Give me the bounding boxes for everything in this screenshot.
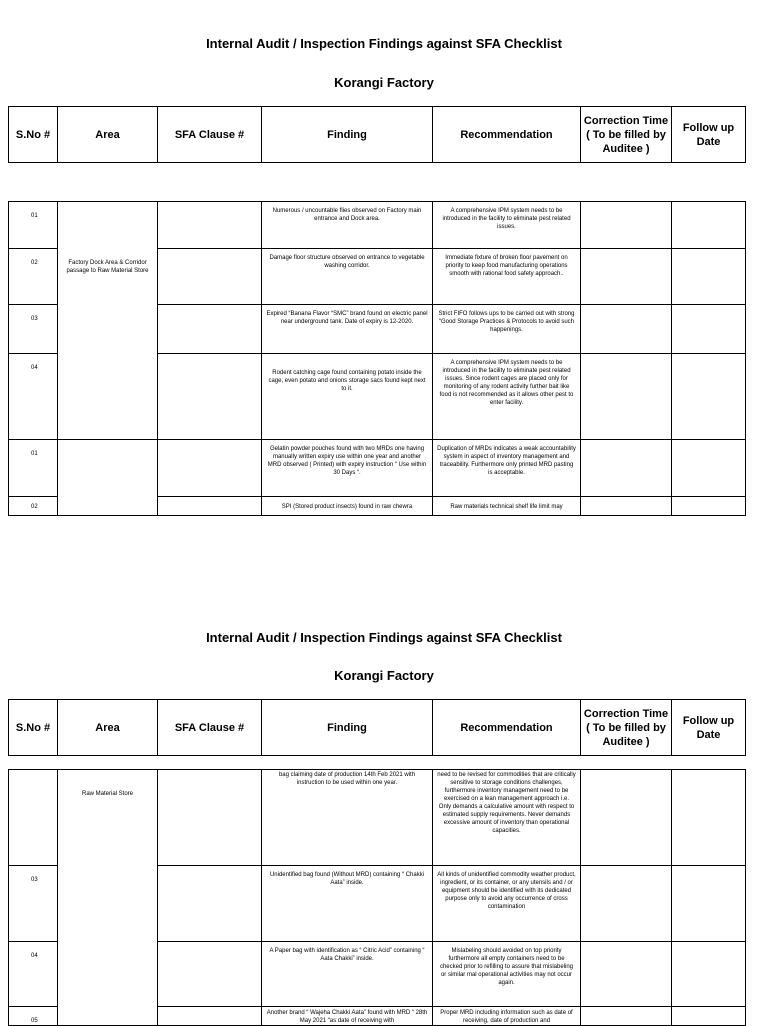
cell-correction <box>581 942 672 1007</box>
cell-followup <box>672 1007 746 1026</box>
cell-finding <box>262 1007 433 1026</box>
cell-correction <box>581 440 672 497</box>
cell-sno: 01 <box>9 202 58 249</box>
cell-clause <box>158 866 262 942</box>
cell-finding <box>262 497 433 516</box>
header-correction-time: Correction Time ( To be filled by Auditee ) <box>581 107 672 163</box>
cell-correction <box>581 1007 672 1026</box>
cell-recommendation: need to be revised for commodities that are critically sensitive to storage conditions challenges, furthermore inventory management need to be exercised on a lean management approach i.e. Only demands a calculative amount with respect to estimated supply requirements. Never demands excessive amount of inventory than operational capacities. <box>433 770 581 866</box>
cell-clause <box>158 202 262 249</box>
cell-sno: 05 <box>9 1007 58 1026</box>
cell-area <box>58 770 158 1026</box>
cell-followup <box>672 249 746 305</box>
cell-recommendation: Mislabeling should avoided on top priority furthermore all empty containers need to be checked prior to refilling to assure that mislabeling or similar mal operational activities may not occur again. <box>433 942 581 1007</box>
cell-correction <box>581 202 672 249</box>
finding-text: Another brand “ Wajeha Chakki Aata” found with MRD “ 28th May 2021 “as date of receiving with <box>266 1010 428 1024</box>
header-clause: SFA Clause # <box>158 700 262 756</box>
findings-header-table <box>8 699 746 756</box>
table-row <box>9 202 746 249</box>
cell-clause <box>158 942 262 1007</box>
cell-finding <box>262 354 433 440</box>
cell-sno: 01 <box>9 440 58 497</box>
cell-correction <box>581 249 672 305</box>
header-sno: S.No # <box>9 107 58 163</box>
cell-sno <box>9 770 58 866</box>
area-label: Raw Material Store <box>81 791 134 797</box>
finding-text: SPI (Stored product insects) found in raw chewra <box>281 504 413 510</box>
cell-recommendation: A comprehensive IPM system needs to be introduced in the facility to eliminate pest related issues. <box>433 202 581 249</box>
cell-finding: Numerous / uncountable flies observed on Factory main entrance and Dock area. <box>262 202 433 249</box>
header-area: Area <box>58 107 158 163</box>
cell-clause <box>158 770 262 866</box>
document-subtitle: Korangi Factory <box>334 75 434 90</box>
document-subtitle: Korangi Factory <box>334 668 434 683</box>
document-title: Internal Audit / Inspection Findings against SFA Checklist <box>206 36 562 51</box>
header-area: Area <box>58 700 158 756</box>
header-correction-time: Correction Time ( To be filled by Auditee ) <box>581 700 672 756</box>
cell-followup <box>672 354 746 440</box>
cell-sno: 04 <box>9 942 58 1007</box>
cell-recommendation: A comprehensive IPM system needs to be introduced in the facility to eliminate pest related issues. Since rodent cages are placed only for monitoring of any rodent activity further bait like food is not recommended as it allows other pest to enter facility. <box>433 354 581 440</box>
header-follow-up: Follow up Date <box>672 700 746 756</box>
cell-sno: 03 <box>9 305 58 354</box>
findings-header-table <box>8 106 746 163</box>
cell-clause <box>158 305 262 354</box>
header-sno: S.No # <box>9 700 58 756</box>
cell-sno: 02 <box>9 249 58 305</box>
cell-sno: 02 <box>9 497 58 516</box>
cell-followup <box>672 770 746 866</box>
cell-finding: Damage floor structure observed on entrance to vegetable washing corridor. <box>262 249 433 305</box>
cell-finding: bag claiming date of production 14th Feb 2021 with instruction to be used within one year. <box>262 770 433 866</box>
header-clause: SFA Clause # <box>158 107 262 163</box>
table-row <box>9 770 746 866</box>
cell-finding: Expired “Banana Flavor “SMC” brand found on electric panel near underground tank. Date of expiry is 12-2020. <box>262 305 433 354</box>
cell-sno: 04 <box>9 354 58 440</box>
cell-recommendation <box>433 497 581 516</box>
recommendation-text: Raw materials technical shelf life limit may <box>450 504 563 510</box>
cell-sno: 03 <box>9 866 58 942</box>
cell-clause <box>158 497 262 516</box>
header-finding: Finding <box>262 107 433 163</box>
cell-clause <box>158 440 262 497</box>
cell-area <box>58 440 158 516</box>
recommendation-text: Proper MRD including information such as date of receiving, date of production and <box>440 1010 573 1024</box>
cell-correction <box>581 354 672 440</box>
cell-finding: Gelatin powder pouches found with two MRDs one having manually written expiry use within one year and another MRD observed ( Printed) with expiry instruction “ Use within 30 Days “. <box>262 440 433 497</box>
table-row <box>9 440 746 497</box>
cell-followup <box>672 866 746 942</box>
cell-finding: A Paper bag with identification as “ Citric Acid” containing “ Aata Chakki” inside. <box>262 942 433 1007</box>
findings-table <box>8 201 746 516</box>
document-title: Internal Audit / Inspection Findings against SFA Checklist <box>206 630 562 645</box>
cell-correction <box>581 497 672 516</box>
cell-recommendation: All kinds of unidentified commodity weather product, ingredient, or its container, or any utensils and / or equipment should be identified with its dedicated purpose only to avoid any occurrence of cross contamination <box>433 866 581 942</box>
findings-table <box>8 769 746 1026</box>
header-follow-up: Follow up Date <box>672 107 746 163</box>
header-recommendation: Recommendation <box>433 700 581 756</box>
cell-correction <box>581 770 672 866</box>
cell-clause <box>158 354 262 440</box>
cell-correction <box>581 305 672 354</box>
finding-text: Rodent catching cage found containing potato inside the cage, even potato and onions storage sacs found kept next to it. <box>268 370 426 392</box>
cell-clause <box>158 249 262 305</box>
cell-followup <box>672 305 746 354</box>
cell-followup <box>672 942 746 1007</box>
cell-clause <box>158 1007 262 1026</box>
cell-correction <box>581 866 672 942</box>
cell-recommendation <box>433 1007 581 1026</box>
cell-followup <box>672 497 746 516</box>
header-finding: Finding <box>262 700 433 756</box>
cell-finding: Unidentified bag found (Without MRD) containing “ Chakki Aata” inside. <box>262 866 433 942</box>
cell-recommendation: Duplication of MRDs indicates a weak accountability system in aspect of inventory management and traceability. Furthermore only printed MRD pasting is acceptable. <box>433 440 581 497</box>
header-recommendation: Recommendation <box>433 107 581 163</box>
cell-recommendation: Strict FIFO follows ups to be carried out with strong “Good Storage Practices & Protocols to avoid such happenings. <box>433 305 581 354</box>
cell-area <box>58 202 158 440</box>
cell-followup <box>672 202 746 249</box>
area-label: Factory Dock Area & Corridor passage to Raw Material Store <box>66 260 149 274</box>
cell-recommendation: Immediate fixture of broken floor pavement on priority to keep food manufacturing operations smooth with rational food safety approach.. <box>433 249 581 305</box>
cell-followup <box>672 440 746 497</box>
